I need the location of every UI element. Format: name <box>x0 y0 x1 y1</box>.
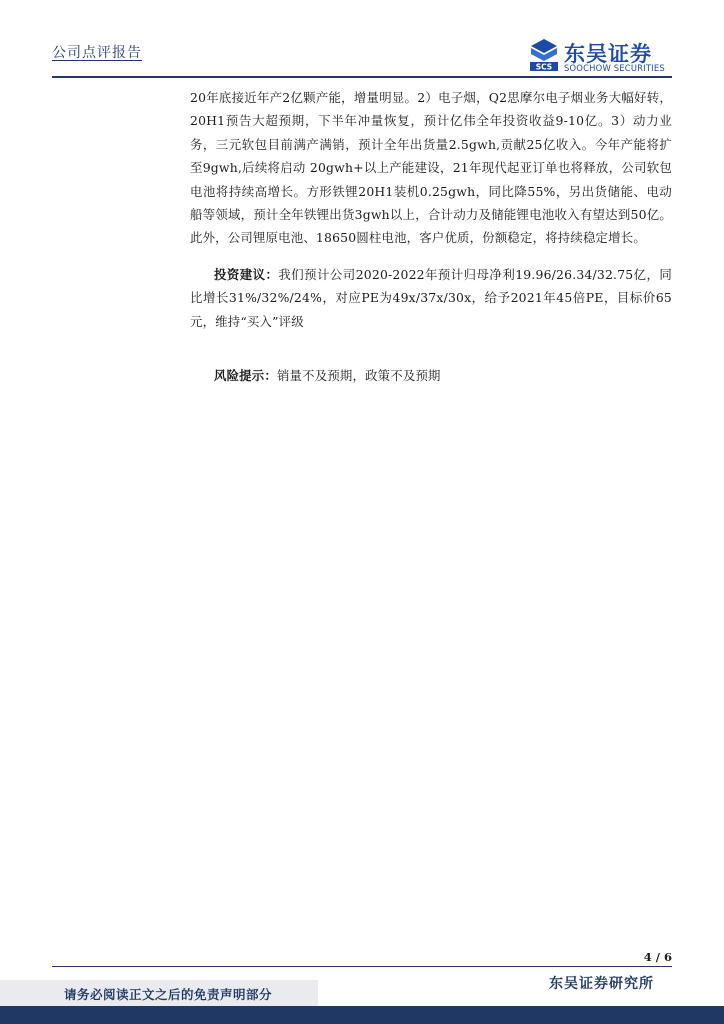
investment-text: 我们预计公司2020-2022年预计归母净利19.96/26.34/32.75亿，同比增长31%/32%/24%，对应PE为49x/37x/30x，给予2021年45倍PE，目标价65元，维持“买入”评级 <box>190 266 672 329</box>
company-logo <box>528 38 676 74</box>
investment-paragraph <box>190 263 672 333</box>
header-divider <box>52 76 672 78</box>
investment-lead: 投资建议： <box>214 266 279 282</box>
logo-mark-text: SCS <box>535 62 553 72</box>
risk-lead: 风险提示： <box>214 368 277 384</box>
logo-english-name: SOOCHOW SECURITIES <box>564 63 665 73</box>
report-type-label: 公司点评报告 <box>52 45 142 61</box>
soochow-logo-icon <box>528 38 560 72</box>
risk-paragraph <box>190 364 672 387</box>
footer-bar <box>0 1006 724 1024</box>
logo-company-name: 东吴证券 <box>564 42 652 66</box>
footer-divider <box>52 966 672 967</box>
report-body <box>190 86 672 387</box>
risk-text: 销量不及预期，政策不及预期 <box>276 368 441 384</box>
body-paragraph-continued: 20年底接近年产2亿颗产能，增量明显。2）电子烟，Q2思摩尔电子烟业务大幅好转，20H1预告大超预期，下半年冲量恢复，预计亿伟全年投资收益9-10亿。3）动力业务，三元软包目前满产满销，预计全年出货量2.5gwh,贡献25亿收入。今年产能将扩至9gwh,后续将启动 20gwh+以上产能建设，21年现代起亚订单也将释放，公司软包电池将持续高增长。方形铁锂20H1装机0.25gwh，同比降55%，另出货储能、电动船等领域，预计全年铁锂出货3gwh以上，合计动力及储能锂电池收入有望达到50亿。此外，公司锂原电池、18650圆柱电池，客户优质，份额稳定，将持续稳定增长。 <box>190 90 672 246</box>
disclaimer-text: 请务必阅读正文之后的免责声明部分 <box>64 987 273 1002</box>
institute-name: 东吴证券研究所 <box>549 976 654 992</box>
page-number: 4 / 6 <box>643 950 672 964</box>
